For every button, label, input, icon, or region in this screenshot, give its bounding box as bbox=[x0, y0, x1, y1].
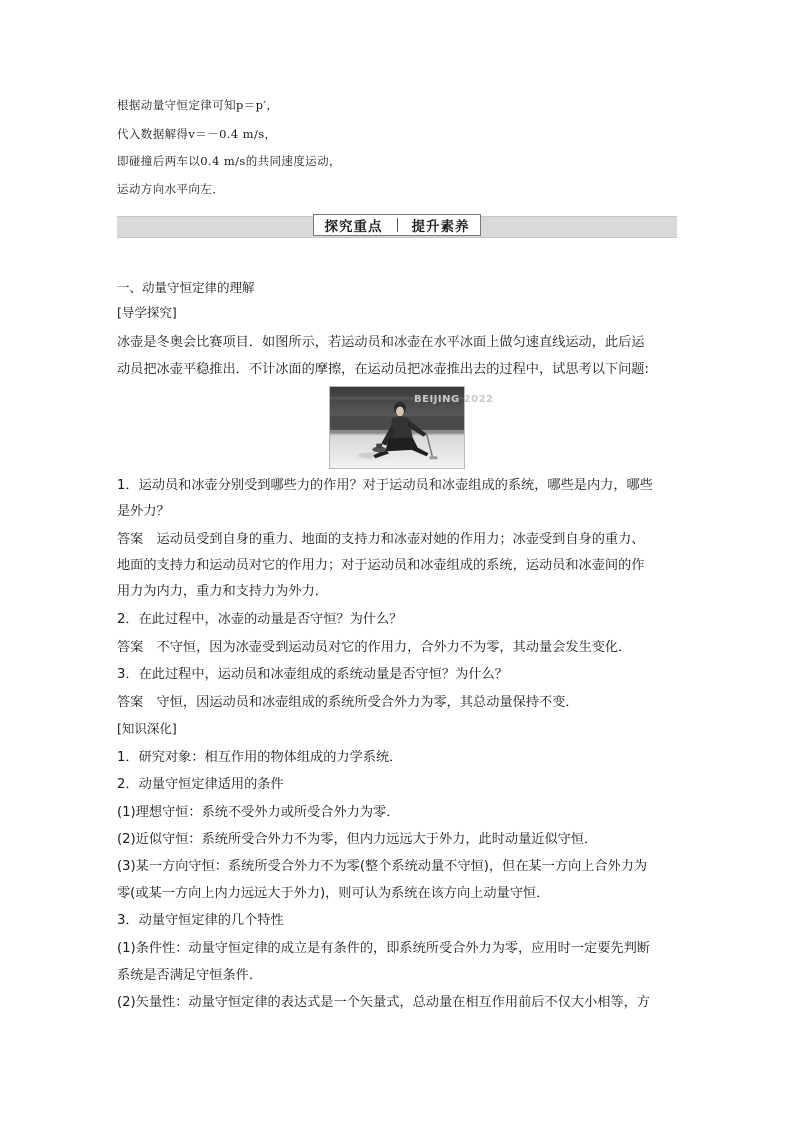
banner-right-label: 提升素养 bbox=[411, 219, 470, 235]
question-line: 3．在此过程中，运动员和冰壶组成的系统动量是否守恒？为什么？ bbox=[117, 667, 508, 682]
knowledge-line: 2．动量守恒定律适用的条件 bbox=[117, 777, 284, 792]
banner-left-label: 探究重点 bbox=[324, 219, 383, 235]
knowledge-line: (2)矢量性：动量守恒定律的表达式是一个矢量式，总动量在相互作用前后不仅大小相等，方 bbox=[117, 995, 650, 1010]
question-line: 1．运动员和冰壶分别受到哪些力的作用？对于运动员和冰壶组成的系统，哪些是内力，哪些 bbox=[117, 478, 653, 493]
photo-background-text: BEIJING 2022 bbox=[414, 394, 494, 405]
curling-photo bbox=[329, 386, 494, 469]
knowledge-line: (3)某一方向守恒：系统所受合外力不为零(整个系统动量不守恒)，但在某一方向上合外力为 bbox=[117, 859, 648, 874]
intro-line: 运动方向水平向左． bbox=[117, 182, 225, 196]
question-line: 2．在此过程中，冰壶的动量是否守恒？为什么？ bbox=[117, 612, 403, 627]
question-line: 是外力？ bbox=[117, 504, 170, 519]
section-title: 一、动量守恒定律的理解 bbox=[117, 280, 255, 295]
answer-line: 用力为内力，重力和支持力为外力． bbox=[117, 584, 328, 599]
answer-line: 答案 不守恒，因为冰壶受到运动员对它的作用力，合外力不为零，其动量会发生变化． bbox=[117, 640, 632, 655]
guide-paragraph-line: 冰壶是冬奥会比赛项目．如图所示，若运动员和冰壶在水平冰面上做匀速直线运动，此后运 bbox=[117, 335, 645, 350]
knowledge-line: (1)条件性：动量守恒定律的成立是有条件的，即系统所受合外力为零，应用时一定要先判断 bbox=[117, 941, 650, 956]
knowledge-line: (2)近似守恒：系统所受合外力不为零，但内力远远大于外力，此时动量近似守恒． bbox=[117, 832, 598, 847]
knowledge-line: 系统是否满足守恒条件． bbox=[117, 968, 263, 983]
knowledge-line: 1．研究对象：相互作用的物体组成的力学系统． bbox=[117, 750, 403, 765]
knowledge-line: 零(或某一方向上内力远远大于外力)，则可认为系统在该方向上动量守恒． bbox=[117, 886, 550, 901]
intro-line: 根据动量守恒定律可知p＝p′， bbox=[117, 98, 279, 112]
guide-header: [导学探究] bbox=[117, 305, 177, 320]
answer-line: 答案 运动员受到自身的重力、地面的支持力和冰壶对她的作用力；冰壶受到自身的重力、 bbox=[117, 532, 645, 547]
answer-line: 地面的支持力和运动员对它的作用力；对于运动员和冰壶组成的系统，运动员和冰壶间的作 bbox=[117, 558, 645, 573]
knowledge-line: 3．动量守恒定律的几个特性 bbox=[117, 913, 284, 928]
section-banner bbox=[313, 214, 481, 236]
knowledge-header: [知识深化] bbox=[117, 721, 177, 736]
guide-paragraph-line: 动员把冰壶平稳推出．不计冰面的摩擦，在运动员把冰壶推出去的过程中，试思考以下问题: bbox=[117, 362, 649, 377]
answer-line: 答案 守恒，因运动员和冰壶组成的系统所受合外力为零，其总动量保持不变． bbox=[117, 695, 579, 710]
banner-divider bbox=[397, 218, 398, 232]
intro-line: 代入数据解得v＝－0.4 m/s， bbox=[117, 127, 277, 141]
knowledge-line: (1)理想守恒：系统不受外力或所受合外力为零． bbox=[117, 805, 400, 820]
intro-line: 即碰撞后两车以0.4 m/s的共同速度运动， bbox=[117, 154, 341, 168]
